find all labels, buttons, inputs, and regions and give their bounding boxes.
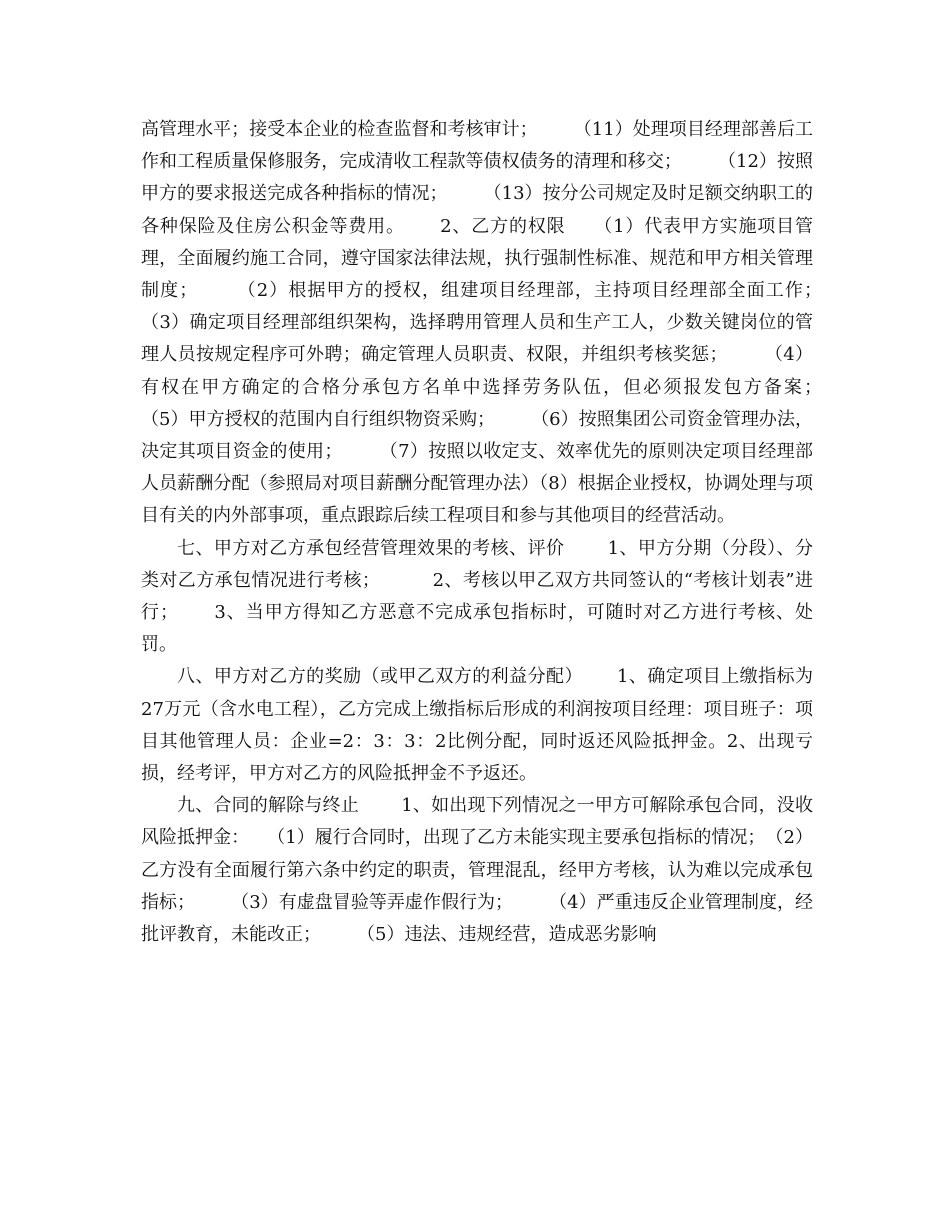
document-body <box>141 114 867 951</box>
paragraph-termination: 九、合同的解除与终止 1、如出现下列情况之一甲方可解除承包合同，没收风险抵押金： （1）履行合同时，出现了乙方未能实现主要承包指标的情况； （2）乙方没有全面履行第六条中约定的职责，管理混乱，经甲方考核，认为难以完成承包指标； （3）有虚盘冒验等弄虚作假行为； （4）严重违反企业管理制度，经批评教育，未能改正； （5）违法、违规经营，造成恶劣影响 <box>141 795 813 946</box>
paragraph-assessment: 七、甲方对乙方承包经营管理效果的考核、评价 1、甲方分期（分段）、分类对乙方承包情况进行考核； 2、考核以甲乙双方共同签认的“考核计划表”进行； 3、当甲方得知乙方恶意不完成承包指标时，可随时对乙方进行考核、处罚。 <box>141 537 813 656</box>
paragraph-rewards: 八、甲方对乙方的奖励（或甲乙双方的利益分配） 1、确定项目上缴指标为27万元（含水电工程），乙方完成上缴指标后形成的利润按项目经理：项目班子：项目其他管理人员：企业=2：3：3：2比例分配，同时返还风险抵押金。2、出现亏损，经考评，甲方对乙方的风险抵押金不予返还。 <box>141 666 813 785</box>
paragraph-duties-and-rights: 高管理水平；接受本企业的检查监督和考核审计； （11）处理项目经理部善后工作和工程质量保修服务，完成清收工程款等债权债务的清理和移交； （12）按照甲方的要求报送完成各种指标的情况； （13）按分公司规定及时足额交纳职工的各种保险及住房公积金等费用。 2、乙方的权限 （1）代表甲方实施项目管理，全面履约施工合同，遵守国家法律法规，执行强制性标准、规范和甲方相关管理制度； （2）根据甲方的授权，组建项目经理部，主持项目经理部全面工作； （3）确定项目经理部组织架构，选择聘用管理人员和生产工人，少数关键岗位的管理人员按规定程序可外聘；确定管理人员职责、权限，并组织考核奖惩； （4）有权在甲方确定的合格分承包方名单中选择劳务队伍，但必须报发包方备案； （5）甲方授权的范围内自行组织物资采购； （6）按照集团公司资金管理办法，决定其项目资金的使用； （7）按照以收定支、效率优先的原则决定项目经理部人员薪酬分配（参照局对项目薪酬分配管理办法）（8）根据企业授权，协调处理与项目有关的内外部事项，重点跟踪后续工程项目和参与其他项目的经营活动。 <box>141 119 867 527</box>
